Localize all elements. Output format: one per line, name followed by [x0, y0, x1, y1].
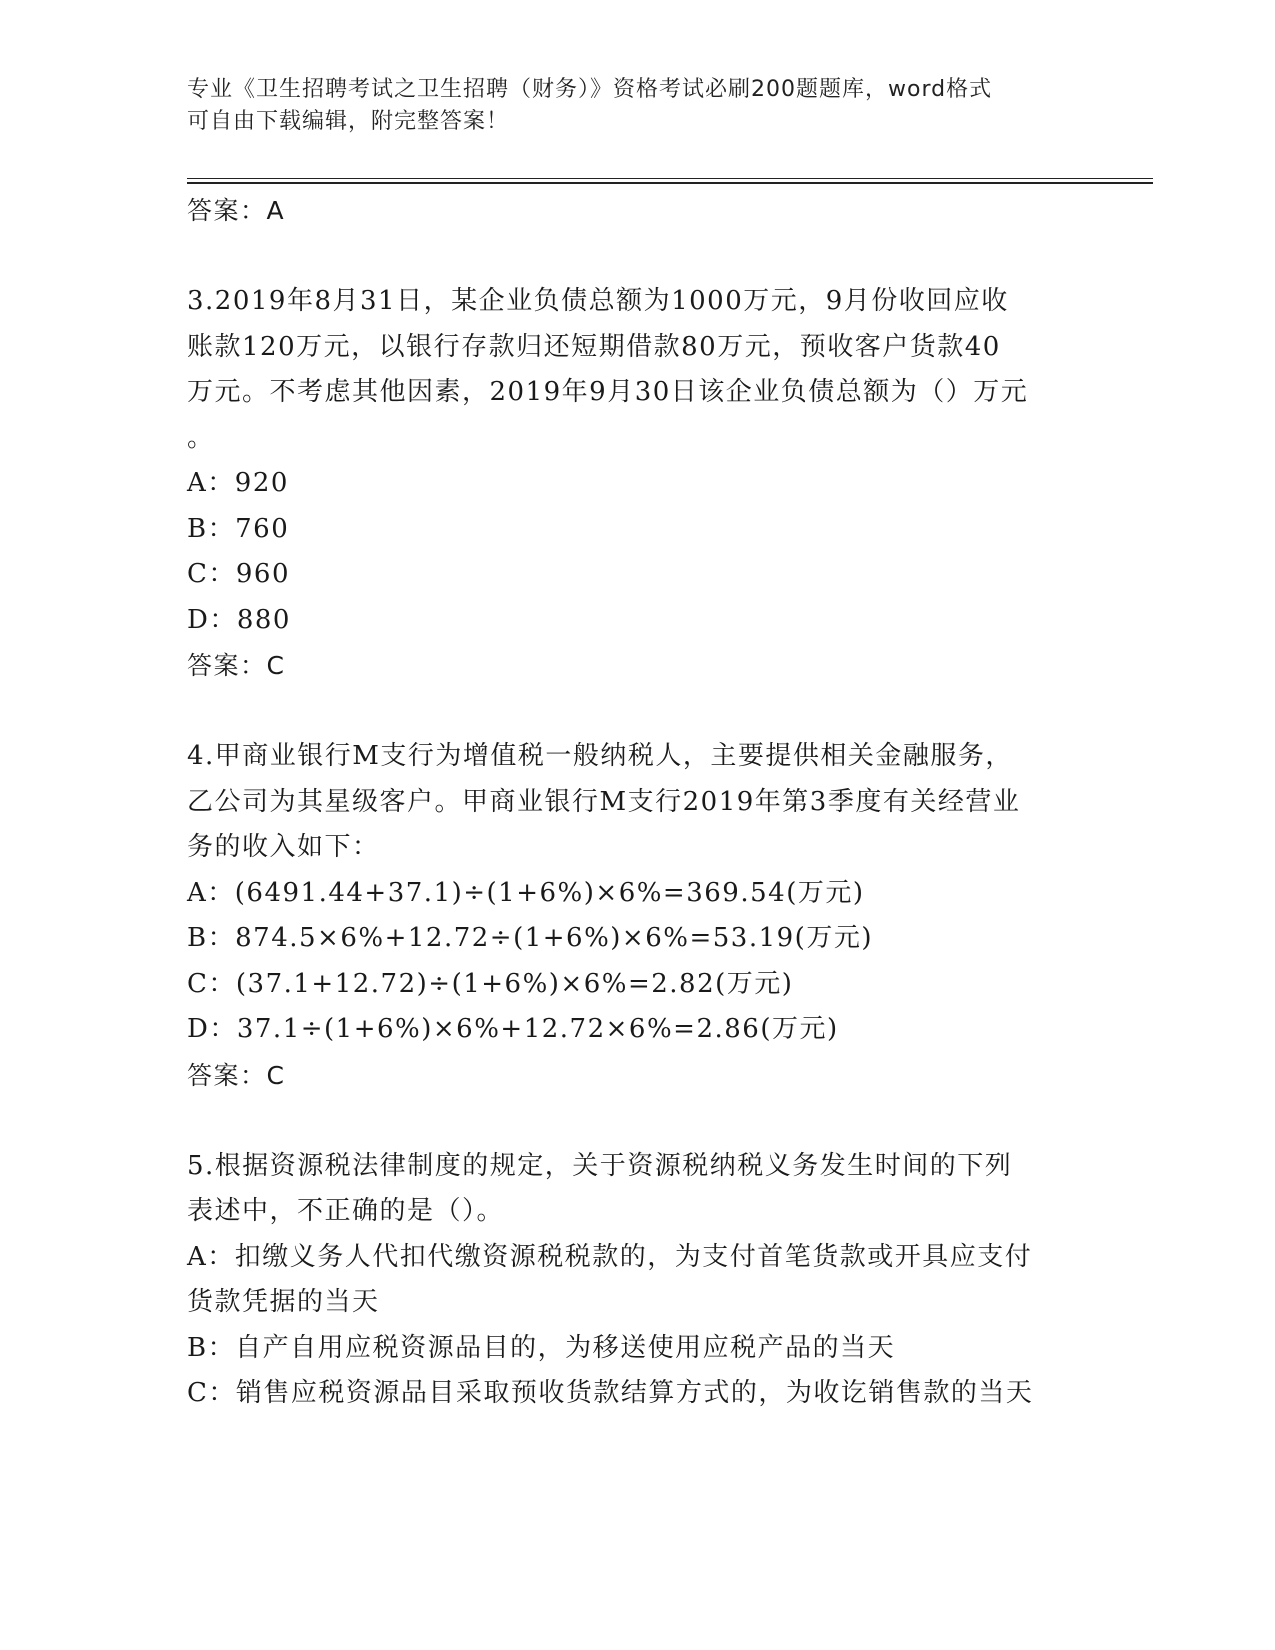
question-stem — [187, 279, 1087, 461]
option-c: C：(37.1+12.72)÷(1+6%)×6%=2.82(万元) — [187, 968, 794, 999]
spacer — [187, 1098, 1087, 1144]
stem-line: 万元。不考虑其他因素，2019年9月30日该企业负债总额为（）万元 — [187, 377, 1029, 407]
question-block — [187, 1144, 1087, 1417]
stem-line: 3.2019年8月31日，某企业负债总额为1000万元，9月份收回应收 — [187, 286, 1009, 316]
stem-line: 账款120万元，以银行存款归还短期借款80万元，预收客户货款40 — [187, 331, 1001, 362]
stem-line: 5.根据资源税法律制度的规定，关于资源税纳税义务发生时间的下列 — [187, 1150, 1013, 1181]
header-line-1: 专业《卫生招聘考试之卫生招聘（财务）》资格考试必刷200题题库，word格式 — [187, 77, 993, 102]
header-line-2: 可自由下载编辑，附完整答案！ — [187, 109, 510, 134]
stem-line: 。 — [187, 422, 215, 453]
option-a: A：920 — [187, 468, 289, 498]
option-d: D：37.1÷(1+6%)×6%+12.72×6%=2.86(万元) — [187, 1014, 839, 1044]
answer-label: 答案：C — [187, 1060, 286, 1090]
answer-label: 答案：C — [187, 651, 286, 680]
option-b: B：874.5×6%+12.72÷(1+6%)×6%=53.19(万元) — [187, 923, 873, 953]
question-stem — [187, 734, 1087, 871]
header-rule-thin — [187, 178, 1153, 179]
option-a-continued: 货款凭据的当天 — [187, 1287, 380, 1317]
stem-line: 乙公司为其星级客户。甲商业银行M支行2019年第3季度有关经营业 — [187, 786, 1021, 817]
option-a: A：扣缴义务人代扣代缴资源税税款的，为支付首笔货款或开具应支付 — [187, 1241, 1033, 1272]
option-b: B：760 — [187, 513, 290, 544]
spacer — [187, 234, 1087, 280]
question-stem — [187, 1144, 1087, 1235]
page-header — [187, 74, 1067, 138]
stem-line: 表述中，不正确的是（）。 — [187, 1196, 505, 1226]
option-b: B：自产自用应税资源品目的，为移送使用应税产品的当天 — [187, 1332, 896, 1363]
answer-label: 答案：A — [187, 196, 286, 225]
header-rule-thick — [187, 182, 1153, 184]
question-block — [187, 279, 1087, 689]
stem-line: 4.甲商业银行M支行为增值税一般纳税人，主要提供相关金融服务， — [187, 741, 1013, 771]
stem-line: 务的收入如下： — [187, 832, 380, 862]
option-c: C：960 — [187, 559, 291, 589]
spacer — [187, 689, 1087, 735]
question-block — [187, 734, 1087, 1098]
option-a: A：(6491.44+37.1)÷(1+6%)×6%=369.54(万元) — [187, 877, 865, 908]
question-content — [187, 188, 1087, 1417]
option-c: C：销售应税资源品目采取预收货款结算方式的，为收讫销售款的当天 — [187, 1378, 1034, 1408]
option-d: D：880 — [187, 604, 291, 635]
